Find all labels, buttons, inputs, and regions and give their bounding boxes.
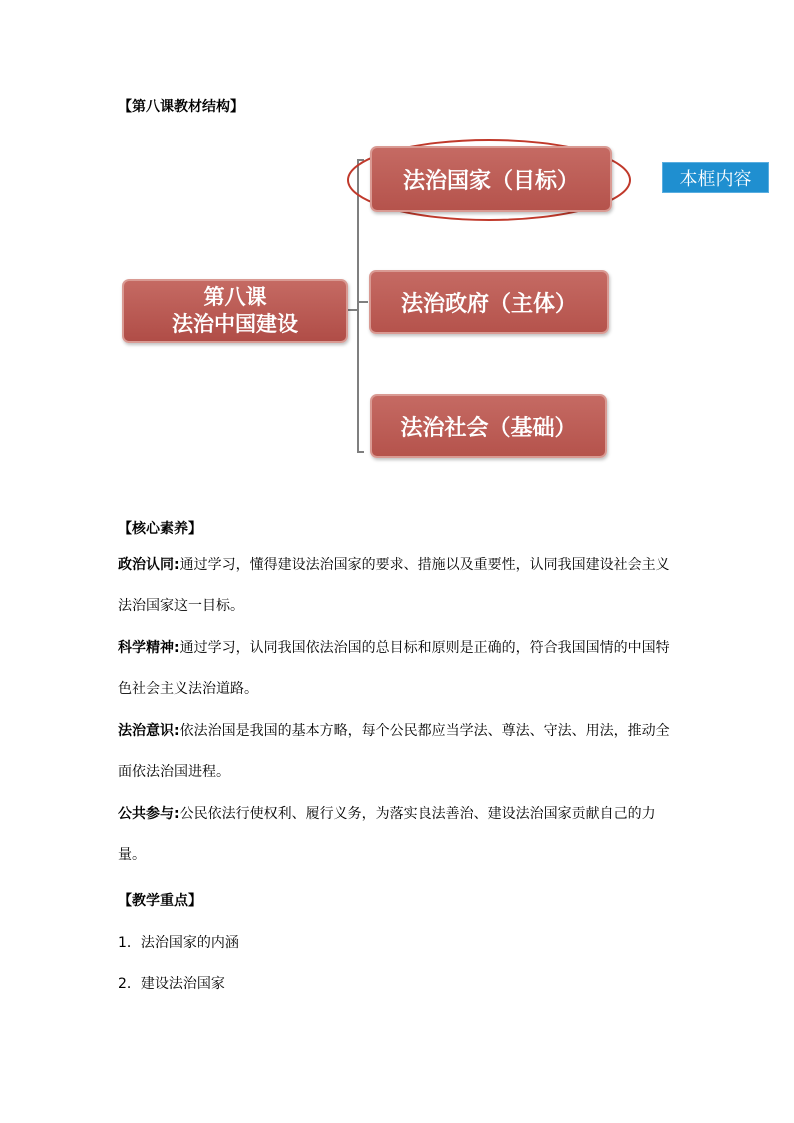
literacy-political (118, 545, 678, 627)
key-point-item: 1．法治国家的内涵 (118, 935, 239, 951)
branch-bracket (358, 160, 364, 452)
structure-heading: 【第八课教材结构】 (118, 99, 244, 115)
branch-rule-of-law-government: 法治政府（主体） (369, 270, 609, 334)
lesson-title: 法治中国建设 (172, 312, 298, 336)
literacy-public (118, 794, 678, 876)
literacy-text: 通过学习，认同我国依法治国的总目标和原则是正确的，符合我国国情的中国特色社会主义法治道路。 (118, 640, 670, 697)
lesson-title-box (122, 279, 348, 343)
literacy-label: 法治意识: (118, 723, 180, 739)
literacy-heading: 【核心素养】 (118, 521, 202, 537)
literacy-label: 政治认同: (118, 557, 180, 573)
literacy-text: 公民依法行使权利、履行义务，为落实良法善治、建设法治国家贡献自己的力量。 (118, 806, 656, 863)
literacy-text: 通过学习，懂得建设法治国家的要求、措施以及重要性，认同我国建设社会主义法治国家这一目标。 (118, 557, 670, 614)
key-point-item: 2．建设法治国家 (118, 976, 225, 992)
literacy-law (118, 711, 678, 793)
current-section-tag: 本框内容 (662, 162, 769, 193)
literacy-science (118, 628, 678, 710)
key-points-heading: 【教学重点】 (118, 893, 202, 909)
branch-rule-of-law-state: 法治国家（目标） (370, 146, 612, 212)
lesson-number: 第八课 (203, 285, 267, 309)
literacy-text: 依法治国是我国的基本方略，每个公民都应当学法、尊法、守法、用法，推动全面依法治国进程。 (118, 723, 670, 780)
branch-rule-of-law-society: 法治社会（基础） (370, 394, 607, 458)
literacy-label: 公共参与: (118, 806, 180, 822)
literacy-label: 科学精神: (118, 640, 180, 656)
